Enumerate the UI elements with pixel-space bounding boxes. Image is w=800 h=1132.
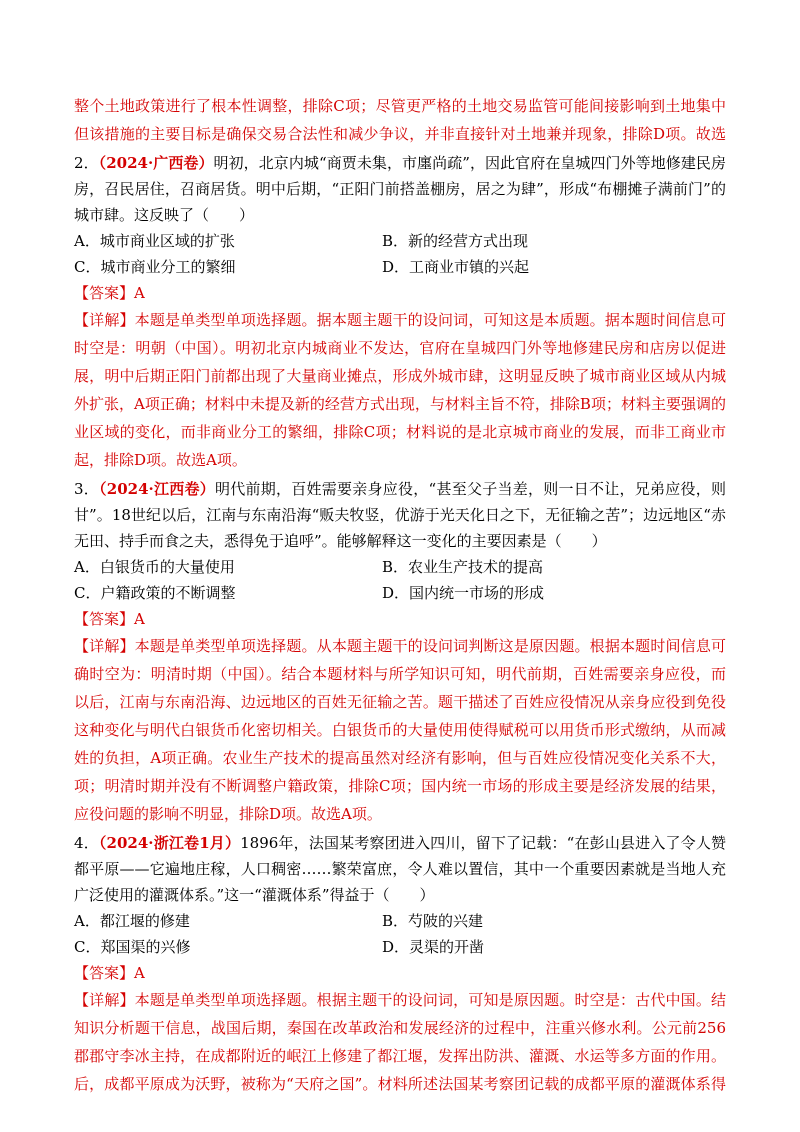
explanation-line: 后，成都平原成为沃野，被称为“天府之国”。材料所述法国某考察团记载的成都平原的灌溉体系得 (74, 1075, 726, 1093)
text-line: 但该措施的主要目标是确保交易合法性和减少争议，并非直接针对土地兼并现象，排除D项。故选 (74, 125, 726, 143)
option-row (74, 934, 726, 960)
question-source: （2024·广西卷） (98, 154, 214, 172)
previous-explanation (74, 92, 726, 148)
option-a: A．白银货币的大量使用 (74, 558, 235, 576)
explanation-line: 时空是：明朝（中国）。明初北京内城商业不发达，官府在皇城四门外等地修建民房和店房以促进 (74, 339, 726, 357)
explanation-line: 郡郡守李冰主持，在成都附近的岷江上修建了都江堰，发挥出防洪、灌溉、水运等多方面的作用。 (74, 1047, 726, 1065)
option-d: D．国内统一市场的形成 (382, 584, 545, 602)
explanation-line: 起，排除D项。故选A项。 (74, 451, 247, 469)
explanation-line: 知识分析题干信息，战国后期，秦国在改革政治和发展经济的过程中，注重兴修水利。公元前256 (74, 1019, 726, 1037)
answer-label: 【答案】A (74, 610, 145, 628)
question-text: 明初，北京内城“商贾未集，市廛尚疏”，因此官府在皇城四门外等地修建民房 (213, 154, 726, 172)
explanation (74, 306, 726, 474)
question-stem-line: 房，召民居住，召商居货。明中后期，“正阳门前搭盖棚房，居之为肆”，形成“布棚摊子满前门”的 (74, 180, 726, 198)
option-row (74, 908, 726, 934)
option-a: A．都江堰的修建 (74, 912, 190, 930)
document-page (74, 92, 726, 1098)
answer-label: 【答案】A (74, 284, 145, 302)
question-4 (74, 830, 726, 1098)
option-c: C．城市商业分工的繁细 (74, 258, 236, 276)
option-c: C．郑国渠的兴修 (74, 938, 191, 956)
explanation (74, 986, 726, 1098)
option-b: B．新的经营方式出现 (382, 232, 529, 250)
explanation-line: 业区域的变化，而非商业分工的繁细，排除C项；材料说的是北京城市商业的发展，而非工商业市 (74, 423, 726, 441)
question-stem-line: 广泛使用的灌溉体系。”这一“灌溉体系”得益于（ ） (74, 886, 435, 904)
text-line: 整个土地政策进行了根本性调整，排除C项；尽管更严格的土地交易监管可能间接影响到土地集中 (74, 97, 726, 115)
option-d: D．灵渠的开凿 (382, 938, 485, 956)
question-text: 明代前期，百姓需要亲身应役，“甚至父子当差，则一日不让，兄弟应役，则 (215, 480, 726, 498)
explanation-line: 这种变化与明代白银货币化密切相关。白银货币的大量使用使得赋税可以用货币形式缴纳，从而减 (74, 721, 726, 739)
explanation-line: 姓的负担，A项正确。农业生产技术的提高虽然对经济有影响，但与百姓应役情况变化关系不大， (74, 749, 726, 767)
explanation-line: 以后，江南与东南沿海、边远地区的百姓无征输之苦。题干描述了百姓应役情况从亲身应役到免役 (74, 693, 726, 711)
option-b: B．农业生产技术的提高 (382, 558, 544, 576)
question-source: （2024·浙江卷1月） (98, 834, 241, 852)
option-b: B．芍陂的兴建 (382, 912, 484, 930)
option-row (74, 254, 726, 280)
explanation (74, 632, 726, 828)
explanation-line: 确时空为：明清时期（中国）。结合本题材料与所学知识可知，明代前期，百姓需要亲身应役，而 (74, 665, 726, 683)
answer-label: 【答案】A (74, 964, 145, 982)
option-d: D．工商业市镇的兴起 (382, 258, 530, 276)
question-source: （2024·江西卷） (99, 480, 216, 498)
question-number: 4． (74, 834, 99, 852)
question-text: 1896年，法国某考察团进入四川，留下了记载：“在彭山县进入了令人赞 (240, 834, 726, 852)
question-stem-line (74, 476, 726, 502)
question-2 (74, 150, 726, 474)
question-stem-line: 甘”。18世纪以后，江南与东南沿海“贩夫牧竖，优游于光天化日之下，无征输之苦”；边远地区“赤 (74, 506, 726, 524)
explanation-line: 展，明中后期正阳门前都出现了大量商业摊点，形成外城市肆，这明显反映了城市商业区域从内城 (74, 367, 726, 385)
option-row (74, 580, 726, 606)
explanation-line: 【详解】本题是单类型单项选择题。据本题主题干的设问词，可知这是本质题。据本题时间信息可 (74, 311, 726, 329)
option-row (74, 554, 726, 580)
explanation-line: 【详解】本题是单类型单项选择题。根据主题干的设问词，可知是原因题。时空是：古代中国。结 (74, 991, 726, 1009)
question-stem-line: 无田、持手而食之夫，悉得免于追呼”。能够解释这一变化的主要因素是（ ） (74, 532, 607, 550)
option-c: C．户籍政策的不断调整 (74, 584, 236, 602)
explanation-line: 外扩张，A项正确；材料中未提及新的经营方式出现，与材料主旨不符，排除B项；材料主要强调的 (74, 395, 726, 413)
question-stem-line (74, 830, 726, 856)
question-stem-line (74, 150, 726, 176)
question-3 (74, 476, 726, 828)
question-number: 3． (74, 480, 100, 498)
explanation-line: 【详解】本题是单类型单项选择题。从本题主题干的设问词判断这是原因题。根据本题时间信息可 (74, 637, 726, 655)
question-number: 2． (74, 154, 99, 172)
question-stem-line: 城市肆。这反映了（ ） (74, 206, 255, 224)
option-a: A．城市商业区域的扩张 (74, 232, 235, 250)
explanation-line: 项；明清时期并没有不断调整户籍政策，排除C项；国内统一市场的形成主要是经济发展的结果， (74, 777, 726, 795)
explanation-line: 应役问题的影响不明显，排除D项。故选A项。 (74, 805, 382, 823)
option-row (74, 228, 726, 254)
question-stem-line: 都平原——它遍地庄稼，人口稠密……繁荣富庶，令人难以置信，其中一个重要因素就是当地人充 (74, 860, 726, 878)
